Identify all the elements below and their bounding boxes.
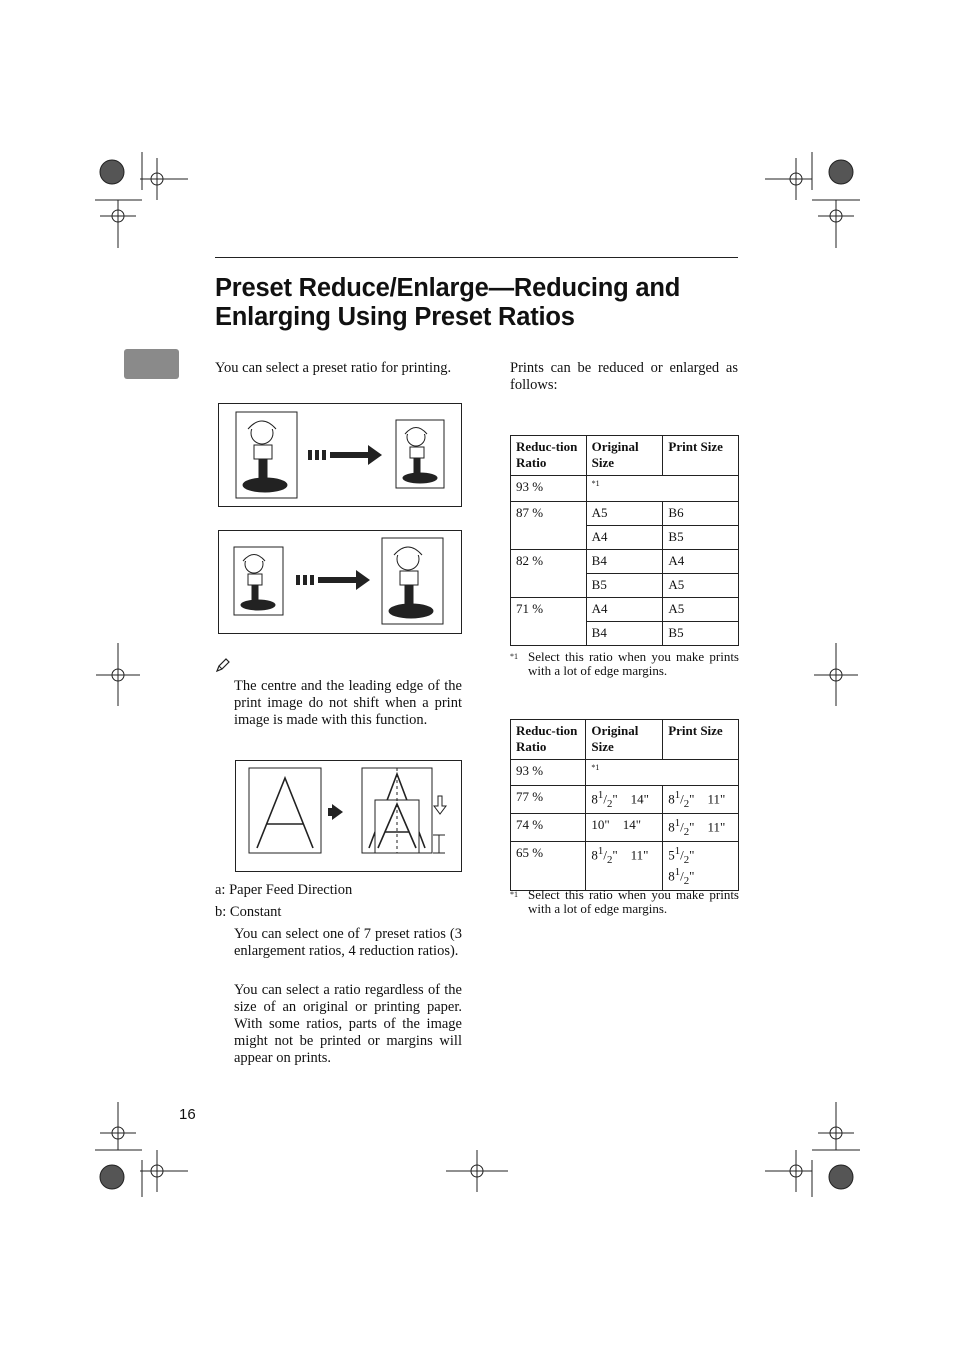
footnote-mark: *1 [510, 890, 518, 899]
header-ratio: Reduc-tion Ratio [511, 436, 587, 476]
paragraph-1: You can select one of 7 preset ratios (3 enlargement ratios, 4 reduction ratios). [234, 926, 462, 959]
original-cell: A5 [586, 502, 663, 526]
footnote-ref: *1 [586, 760, 739, 786]
print-cell: B6 [663, 502, 739, 526]
centre-diagram [235, 760, 462, 872]
footnote-ref: *1 [586, 476, 738, 502]
print-cell: A5 [663, 574, 739, 598]
label-a: a: Paper Feed Direction [215, 882, 353, 898]
footnote-text: Select this ratio when you make prints with a lot of edge margins. [528, 649, 739, 678]
original-cell: $8^1/_2$" 14" [586, 786, 663, 814]
ratio-cell: 93 % [511, 476, 587, 502]
original-cell: 10" 14" [586, 813, 663, 841]
header-original: Original Size [586, 720, 663, 760]
left-intro: You can select a preset ratio for printing. [215, 360, 452, 376]
print-cell: $8^1/_2$" 11" [663, 813, 739, 841]
original-cell: B4 [586, 622, 663, 646]
page-number: 16 [179, 1106, 196, 1123]
chapter-tab [124, 349, 179, 379]
print-cell: A4 [663, 550, 739, 574]
header-original: Original Size [586, 436, 663, 476]
print-cell: $8^1/_2$" 11" [663, 786, 739, 814]
label-b: b: Constant [215, 904, 282, 920]
reduce-illustration [218, 403, 462, 507]
footnote-text: Select this ratio when you make prints with a lot of edge margins. [528, 887, 739, 916]
ratio-cell: 77 % [511, 786, 586, 814]
inch-ratio-table [510, 719, 739, 891]
header-ratio: Reduc-tion Ratio [511, 720, 586, 760]
right-intro: Prints can be reduced or enlarged as follows: [510, 360, 738, 393]
original-cell: A4 [586, 598, 663, 622]
ratio-cell: 74 % [511, 813, 586, 841]
ratio-cell: 87 % [511, 502, 587, 550]
footnote-mark: *1 [510, 652, 518, 661]
note-text: The centre and the leading edge of the print image do not shift when a print image is made with this function. [234, 678, 462, 728]
print-cell: $5^1/_2$" $8^1/_2$" [663, 841, 739, 890]
original-cell: B4 [586, 550, 663, 574]
page-title: Preset Reduce/Enlarge—Reducing and Enlarging Using Preset Ratios [215, 274, 681, 331]
metric-ratio-table [510, 435, 739, 646]
original-cell: A4 [586, 526, 663, 550]
ratio-cell: 82 % [511, 550, 587, 598]
print-cell: A5 [663, 598, 739, 622]
enlarge-illustration [218, 530, 462, 634]
print-cell: B5 [663, 526, 739, 550]
ratio-cell: 93 % [511, 760, 586, 786]
print-cell: B5 [663, 622, 739, 646]
header-print: Print Size [663, 436, 739, 476]
original-cell: $8^1/_2$" 11" [586, 841, 663, 890]
paragraph-2: You can select a ratio regardless of the size of an original or printing paper. With some ratios, parts of the image might not be printed or margins will appear on prints. [234, 982, 462, 1066]
footnote-1 [510, 650, 739, 678]
ratio-cell: 65 % [511, 841, 586, 890]
original-cell: B5 [586, 574, 663, 598]
title-rule [215, 257, 738, 258]
ratio-cell: 71 % [511, 598, 587, 646]
footnote-2 [510, 888, 739, 916]
note-pencil-icon [215, 657, 231, 673]
header-print: Print Size [663, 720, 739, 760]
